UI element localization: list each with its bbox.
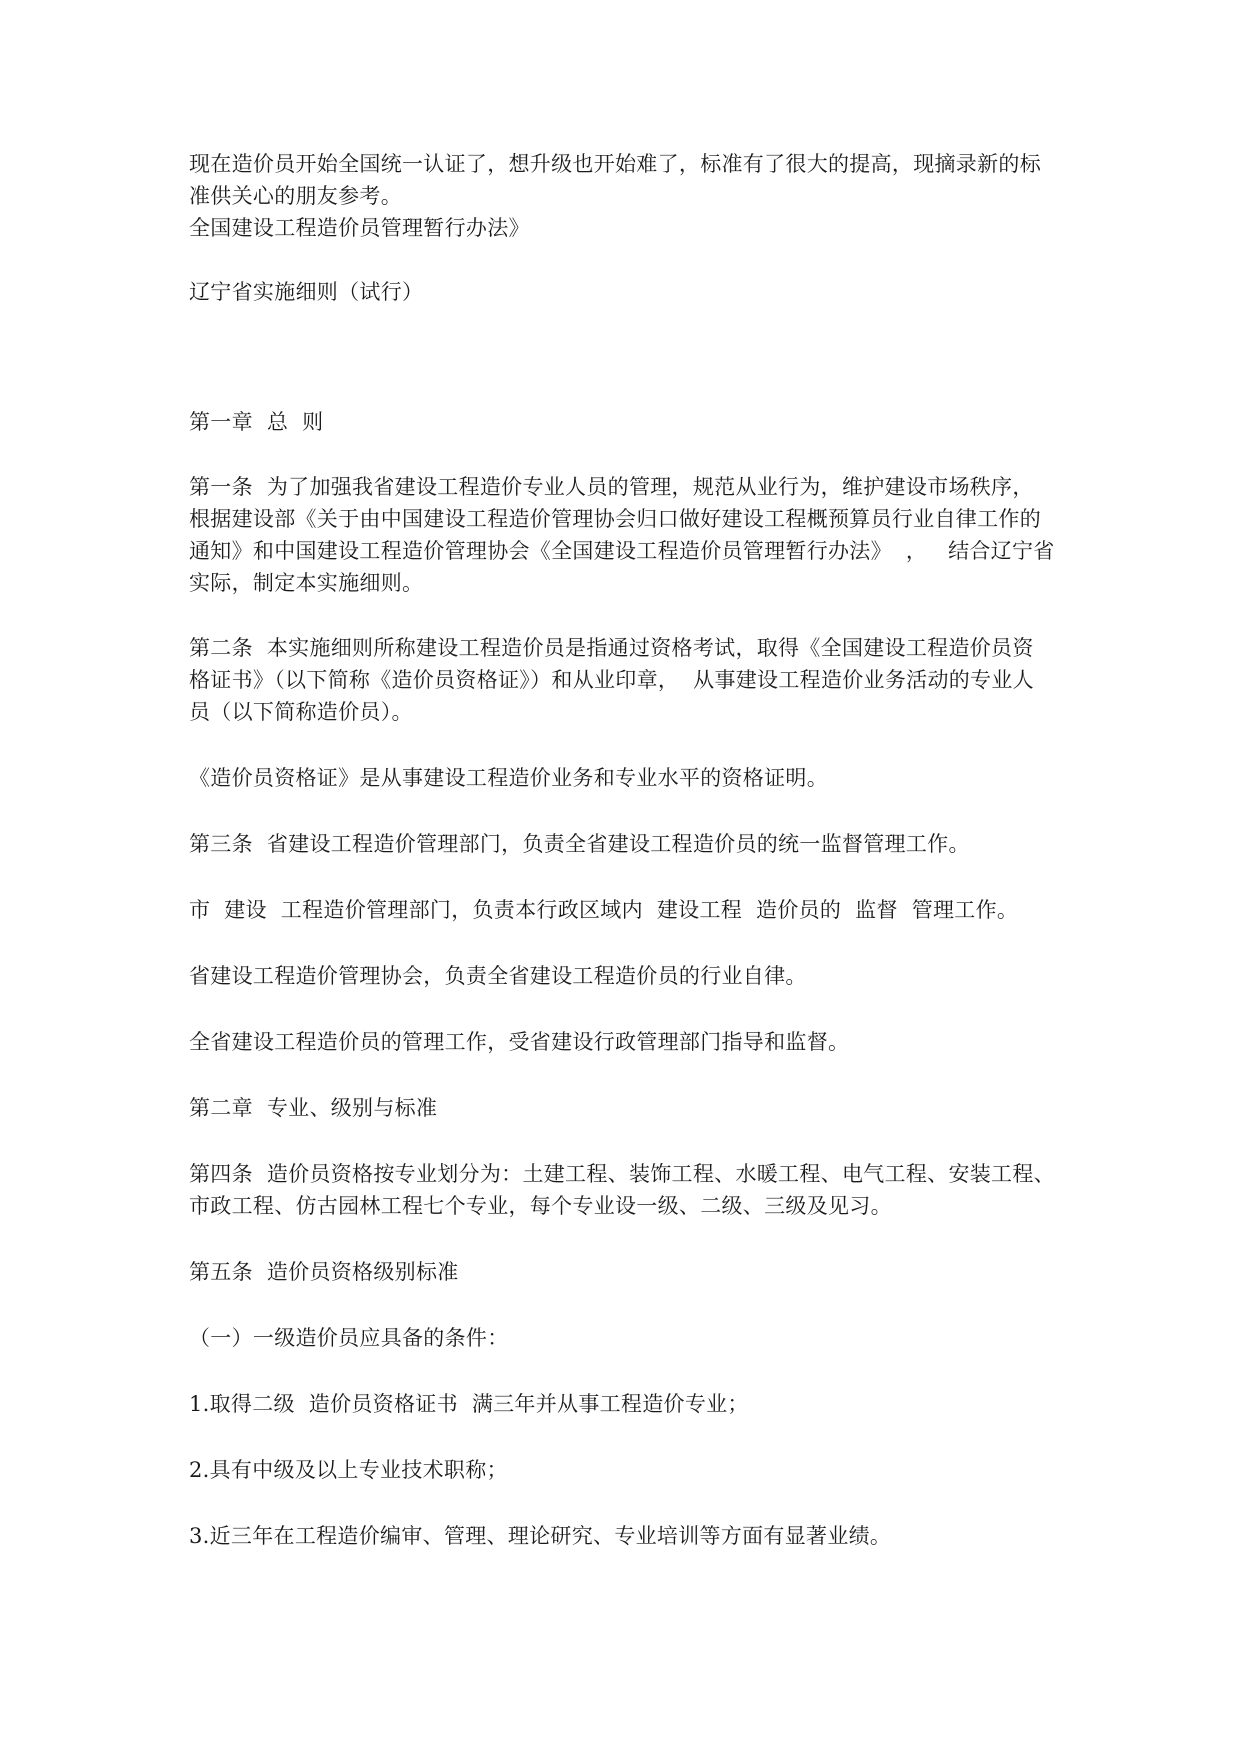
title-line: 全国建设工程造价员管理暂行办法》 bbox=[189, 216, 530, 240]
article-1-line-3: 通知》和中国建设工程造价管理协会《全国建设工程造价员管理暂行办法》 ， 结合辽宁省 bbox=[189, 539, 1055, 563]
city-paragraph: 市 建设 工程造价管理部门，负责本行政区域内 建设工程 造价员的 监督 管理工作。 bbox=[189, 898, 1019, 922]
chapter-2-heading: 第二章 专业、级别与标准 bbox=[189, 1096, 438, 1120]
article-1-line-2: 根据建设部《关于由中国建设工程造价管理协会归口做好建设工程概预算员行业自律工作的 bbox=[189, 507, 1041, 531]
article-4-line-1: 第四条 造价员资格按专业划分为：土建工程、装饰工程、水暖工程、电气工程、安装工程、 bbox=[189, 1162, 1055, 1186]
intro-line-2: 准供关心的朋友参考。 bbox=[189, 184, 402, 208]
condition-1: 1.取得二级 造价员资格证书 满三年并从事工程造价专业； bbox=[189, 1392, 749, 1416]
association-paragraph: 省建设工程造价管理协会，负责全省建设工程造价员的行业自律。 bbox=[189, 964, 807, 988]
article-3: 第三条 省建设工程造价管理部门，负责全省建设工程造价员的统一监督管理工作。 bbox=[189, 832, 970, 856]
intro-line-1: 现在造价员开始全国统一认证了，想升级也开始难了，标准有了很大的提高，现摘录新的标 bbox=[189, 152, 1041, 176]
subtitle: 辽宁省实施细则（试行） bbox=[189, 280, 424, 304]
guidance-paragraph: 全省建设工程造价员的管理工作，受省建设行政管理部门指导和监督。 bbox=[189, 1030, 850, 1054]
article-2-line-3: 员（以下简称造价员）。 bbox=[189, 700, 413, 724]
certificate-paragraph: 《造价员资格证》是从事建设工程造价业务和专业水平的资格证明。 bbox=[189, 766, 828, 790]
condition-2: 2.具有中级及以上专业技术职称； bbox=[189, 1458, 508, 1482]
chapter-1-heading: 第一章 总 则 bbox=[189, 410, 324, 434]
article-1-line-1: 第一条 为了加强我省建设工程造价专业人员的管理，规范从业行为，维护建设市场秩序， bbox=[189, 475, 1034, 499]
article-2-line-1: 第二条 本实施细则所称建设工程造价员是指通过资格考试，取得《全国建设工程造价员资 bbox=[189, 636, 1034, 660]
condition-3: 3.近三年在工程造价编审、管理、理论研究、专业培训等方面有显著业绩。 bbox=[189, 1524, 892, 1548]
article-4-line-2: 市政工程、仿古园林工程七个专业，每个专业设一级、二级、三级及见习。 bbox=[189, 1194, 892, 1218]
article-5: 第五条 造价员资格级别标准 bbox=[189, 1260, 459, 1284]
article-2-line-2: 格证书》（以下简称《造价员资格证》）和从业印章， 从事建设工程造价业务活动的专业人 bbox=[189, 668, 1034, 692]
article-1-line-4: 实际，制定本实施细则。 bbox=[189, 571, 424, 595]
level-1-heading: （一）一级造价员应具备的条件： bbox=[189, 1326, 509, 1350]
